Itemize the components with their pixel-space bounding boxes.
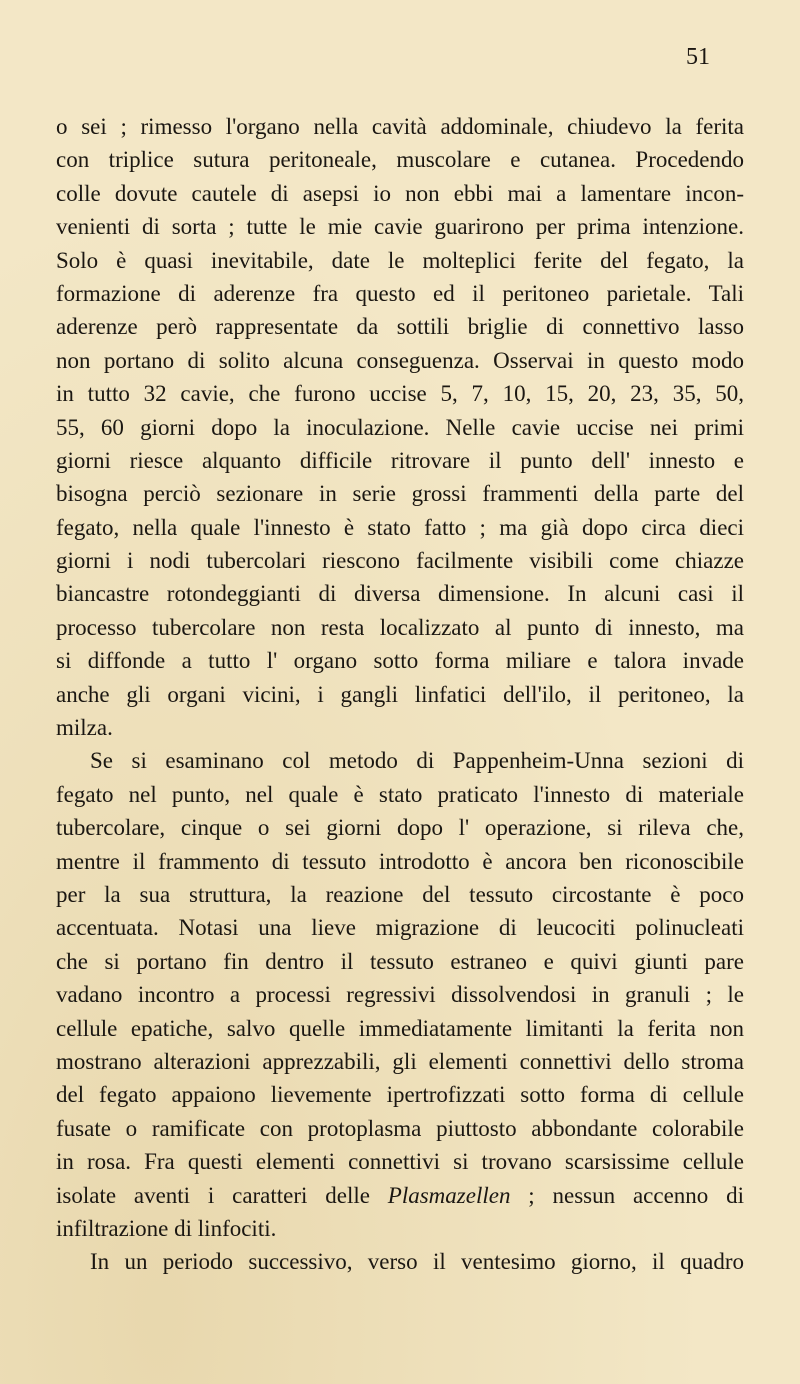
text-line: anche gli organi vicini, i gangli linfatici dell'ilo, il peritoneo, la — [56, 681, 744, 707]
text-line: con triplice sutura peritoneale, muscolare e cutanea. Procedendo — [56, 147, 744, 173]
text-line: del fegato appaiono lievemente ipertrofizzati sotto forma di cellule — [56, 1082, 744, 1108]
text-line: bisogna perciò sezionare in serie grossi frammenti della parte del — [56, 481, 744, 507]
page-number: 51 — [686, 44, 710, 70]
text-segment: ; nessun accenno di — [510, 1182, 744, 1208]
text-line: giorni i nodi tubercolari riescono facilmente visibili come chiazze — [56, 548, 744, 574]
text-line: che si portano fin dentro il tessuto estraneo e quivi giunti pare — [56, 948, 744, 974]
text-line: accentuata. Notasi una lieve migrazione di leucociti polinucleati — [56, 915, 744, 941]
text-line: giorni riesce alquanto difficile ritrovare il punto dell' innesto e — [56, 447, 744, 473]
text-line-with-italic — [56, 1179, 744, 1212]
text-line: tubercolare, cinque o sei giorni dopo l' operazione, si rileva che, — [56, 815, 744, 841]
text-line: non portano di solito alcuna conseguenza. Osservai in questo modo — [56, 347, 744, 373]
text-line: milza. — [56, 715, 113, 741]
text-line: 55, 60 giorni dopo la inoculazione. Nelle cavie uccise nei primi — [56, 414, 744, 440]
text-segment: isolate aventi i caratteri delle — [56, 1182, 388, 1208]
text-line: per la sua struttura, la reazione del tessuto circostante è poco — [56, 881, 744, 907]
text-line: aderenze però rappresentate da sottili briglie di connettivo lasso — [56, 314, 744, 340]
text-line: In un periodo successivo, verso il ventesimo giorno, il quadro — [90, 1249, 744, 1275]
text-line: biancastre rotondeggianti di diversa dimensione. In alcuni casi il — [56, 581, 744, 607]
text-line: fegato, nella quale l'innesto è stato fatto ; ma già dopo circa dieci — [56, 514, 744, 540]
text-line: fusate o ramificate con protoplasma piuttosto abbondante colorabile — [56, 1115, 744, 1141]
text-line: in rosa. Fra questi elementi connettivi si trovano scarsissime cellule — [56, 1149, 744, 1175]
paragraph-1 — [56, 110, 744, 744]
text-line: formazione di aderenze fra questo ed il peritoneo parietale. Tali — [56, 280, 744, 306]
text-line: colle dovute cautele di asepsi io non ebbi mai a lamentare incon- — [56, 180, 744, 206]
text-line: vadano incontro a processi regressivi dissolvendosi in granuli ; le — [56, 982, 744, 1008]
text-line: in tutto 32 cavie, che furono uccise 5, 7, 10, 15, 20, 23, 35, 50, — [56, 381, 744, 407]
text-line: processo tubercolare non resta localizzato al punto di innesto, ma — [56, 614, 744, 640]
text-line: si diffonde a tutto l' organo sotto forma miliare e talora invade — [56, 648, 744, 674]
text-line: venienti di sorta ; tutte le mie cavie guarirono per prima intenzione. — [56, 214, 744, 240]
paragraph-3 — [56, 1245, 744, 1278]
text-line: infiltrazione di linfociti. — [56, 1215, 277, 1241]
text-line: Se si esaminano col metodo di Pappenheim-Unna sezioni di — [90, 748, 744, 774]
body-text — [56, 110, 744, 1279]
text-line: mostrano alterazioni apprezzabili, gli elementi connettivi dello stroma — [56, 1048, 744, 1074]
paragraph-2 — [56, 744, 744, 1245]
text-line: cellule epatiche, salvo quelle immediatamente limitanti la ferita non — [56, 1015, 744, 1041]
italic-term: Plasmazellen — [387, 1182, 511, 1208]
text-line: Solo è quasi inevitabile, date le molteplici ferite del fegato, la — [56, 247, 744, 273]
text-line: o sei ; rimesso l'organo nella cavità addominale, chiudevo la ferita — [56, 114, 744, 139]
text-line: fegato nel punto, nel quale è stato praticato l'innesto di materiale — [56, 781, 744, 807]
text-line: mentre il frammento di tessuto introdotto è ancora ben riconoscibile — [56, 848, 744, 874]
